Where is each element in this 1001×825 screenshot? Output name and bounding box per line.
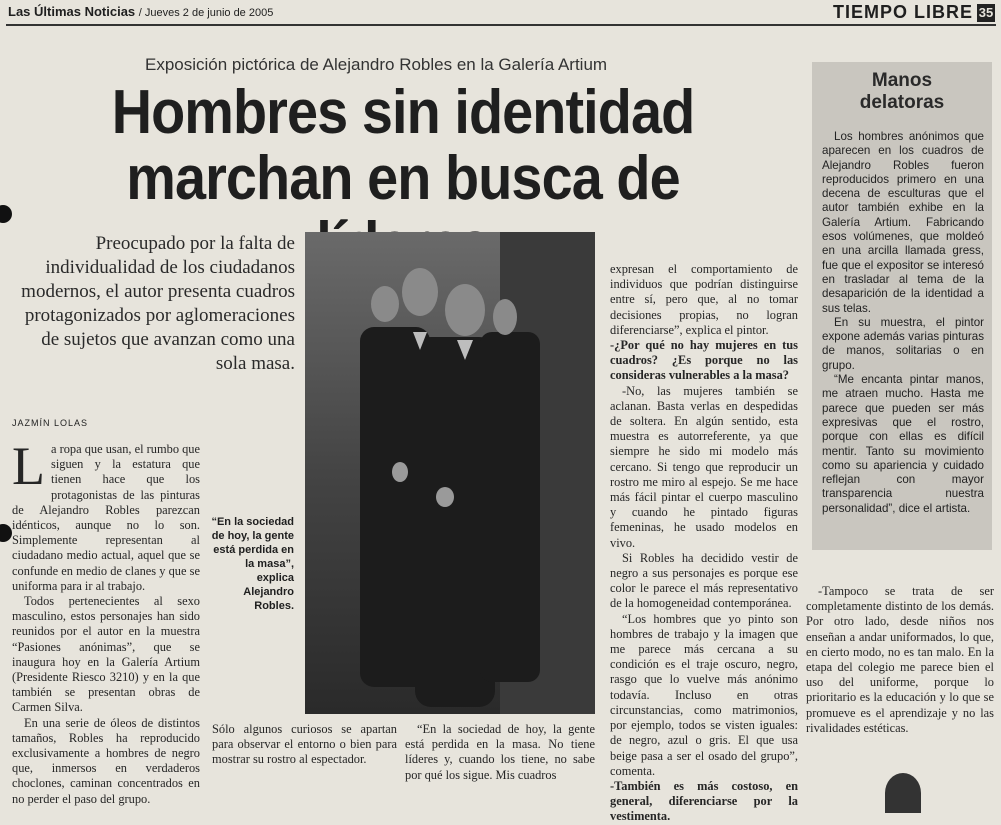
paragraph: En su muestra, el pintor expone además varias pinturas de manos, solitarias o en grupo. [822,315,984,372]
interview-question: -También es más costoso, en general, diferenciarse por la vestimenta. [610,778,798,824]
paragraph: Si Robles ha decidido vestir de negro a sus personajes es porque ese color le parece el más representativo de la homogeneidad contemporánea. [610,550,798,611]
article-column-5 [806,584,994,736]
section-name: TIEMPO LIBRE [832,2,973,22]
paragraph: En una serie de óleos de distintos tamaños, Robles ha reproducido exclusivamente a hombres de negro que, inmersos en verdaderos choclones, caminan concentrados en no perder el paso del grupo. [12,715,200,806]
article-column-3 [405,722,595,783]
paragraph: -Tampoco se trata de ser completamente distinto de los demás. Por otro lado, desde niños nos enseñan a andar uniformados, lo que, en cierto modo, no es tan malo. En la etapa del colegio me parece bien el uso del uniforme, porque lo prioritario es la educación y lo que se promueve es el aprendizaje y no las rivalidades estéticas. [806,584,994,735]
article-column-1 [12,436,200,807]
article-column-4 [610,262,798,825]
paragraph: “Los hombres que yo pinto son hombres de trabajo y la imagen que me parece más cercana a su condición es el traje oscuro, negro, rasgo que lo vuelve más anónimo todavía. Incluso en otras circunstancias, como matrimonios, por ejemplo, todos se visten iguales: de negro, azul o gris. El que usa beige pasa a ser el osado del grupo”, comenta. [610,611,798,778]
drop-cap: L [12,436,45,496]
masthead-rule [6,24,996,26]
masthead-left [8,4,273,19]
paragraph: -No, las mujeres también se aclanan. Basta verlas en despedidas de soltera. En algún sentido, esta muestra es autorreferente, ya que siempre he sido mi modelo más cercano. Si tengo que reproducir un rostro me miro al espejo. Se me hace más fácil pintar el cuerpo masculino y cuando he pintado figuras femeninas, he usado modelos en vivo. [610,383,798,550]
paragraph: Todos pertenecientes al sexo masculino, estos personajes han sido reunidos por el autor en la muestra “Pasiones anónimas”, que se inaugura hoy en la Galería Artium (Presidente Riesco 3210) y en la que también se presentan obras de Carmen Silva. [12,594,200,715]
sidebar-title: Manos delatoras [859,70,945,113]
interview-question: -¿Por qué no hay mujeres en tus cuadros? ¿Es porque no las consideras vulnerables a la masa? [610,338,798,383]
byline: JAZMÍN LOLAS [12,418,89,428]
paragraph: expresan el comportamiento de individuos que podrían distinguirse entre sí, pero que, al no tomar decisiones propias, no logran diferenciarse”, explica el pintor. [610,262,798,337]
painting-illustration [305,232,595,714]
headline-line-1: Hombres sin identidad [111,78,695,147]
paragraph: Sólo algunos curiosos se apartan para observar el entorno o bien para mostrar su rostro al espectador. [212,722,397,767]
paragraph: “Me encanta pintar manos, me atraen mucho. Hasta me parece que pueden ser más expresivas que el rostro, porque con ellas es difícil mentir. Tanto su movimiento como su apariencia y cuidado reflejan con mayor transparencia nuestra personalidad”, dice el artista. [822,373,984,515]
paragraph: “En la sociedad de hoy, la gente está perdida en la masa. No tiene líderes y, cuando los tiene, no sabe por qué los sigue. Mis cuadros [405,722,595,782]
page-number: 35 [978,5,994,20]
sidebar-body [822,130,984,516]
painting-photo [305,232,595,714]
paragraph: Los hombres anónimos que aparecen en los cuadros de Alejandro Robles fueron reproducidos primero en una decena de esculturas que el autor también exhibe en la Galería Artium. Fabricando esos volúmenes, que moldeó en una arcilla llamada gress, fue que el expositor se interesó en trasladar al tema de la desaparición de la identidad a sus telas. [822,130,984,315]
binder-hole [0,524,12,542]
paragraph: La ropa que usan, el rumbo que siguen y la estatura que tienen hace que los protagonistas de las pinturas de Alejandro Robles parezcan idénticos, aunque no lo son. Simplemente representan al ciudadano medio actual, aquel que se confunde en medio de clanes y que se uniforma para ir al trabajo. [12,436,200,593]
photo-fragment [885,773,921,813]
headline-line-2: marchan en busca de [126,144,680,213]
publication-date: / Jueves 2 de junio de 2005 [138,7,274,19]
article-kicker: Exposición pictórica de Alejandro Robles en la Galería Artium [145,55,608,74]
article-column-2 [212,722,397,768]
photo-caption: “En la sociedad de hoy, la gente está perdida en la masa”, explica Alejandro Robles. [211,516,294,612]
binder-hole [0,205,12,223]
article-lead: Preocupado por la falta de individualidad de los ciudadanos modernos, el autor presenta cuadros protagonizados por aglomeraciones de sujetos que avanzan como una sola masa. [21,233,295,374]
newspaper-name: Las Últimas Noticias [8,4,136,19]
